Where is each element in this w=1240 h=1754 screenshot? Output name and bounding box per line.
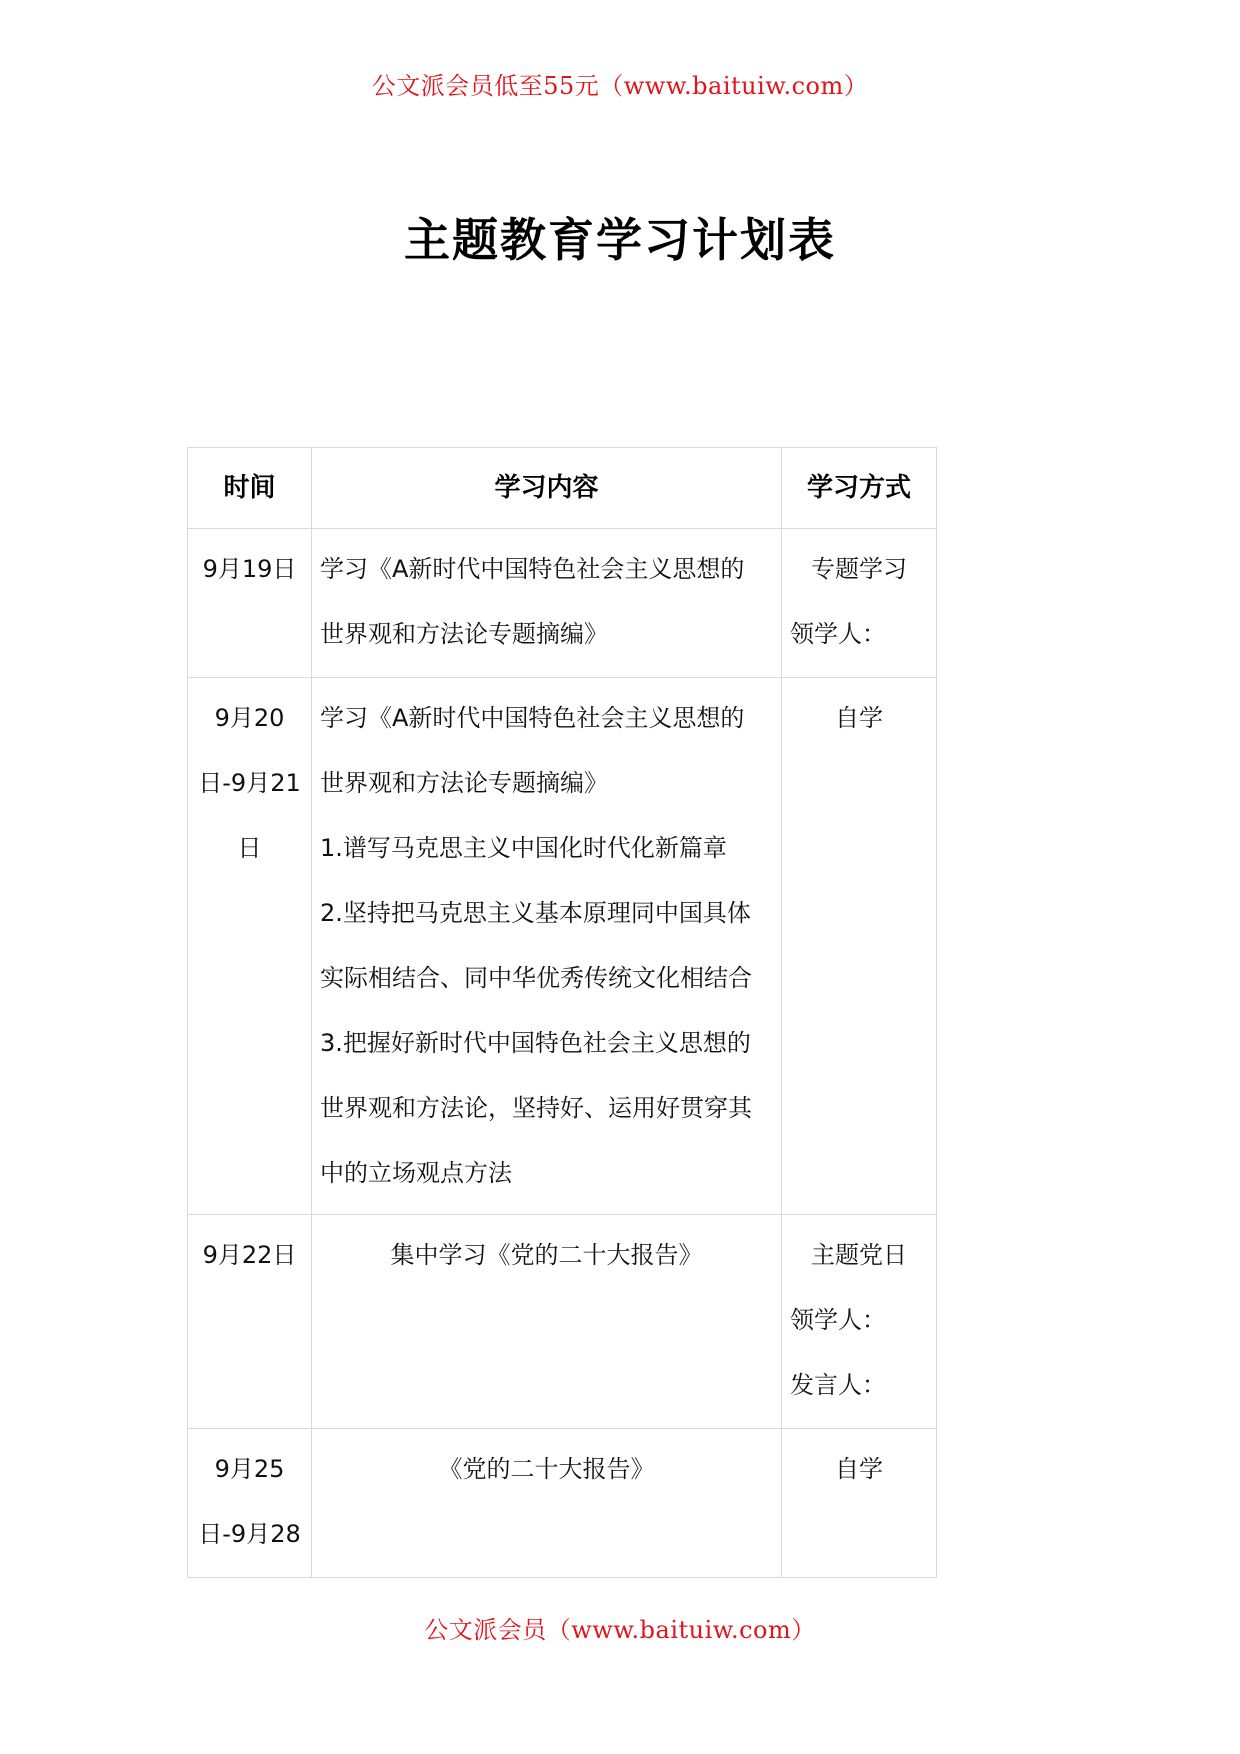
- method-line: 专题学习: [811, 555, 907, 583]
- time-cell: [188, 678, 312, 1215]
- method-cell: [782, 1215, 937, 1429]
- table-row: [188, 678, 937, 1215]
- content-line: 《党的二十大报告》: [438, 1455, 655, 1483]
- time-line: 日-9月28: [198, 1520, 301, 1548]
- content-line: 集中学习《党的二十大报告》: [390, 1241, 703, 1269]
- header-method: 学习方式: [782, 448, 937, 529]
- footer-watermark: 公文派会员（www.baituiw.com）: [424, 1616, 816, 1644]
- time-cell: [188, 1429, 312, 1578]
- content-line: 学习《A新时代中国特色社会主义思想的: [320, 704, 745, 732]
- method-line: 自学: [835, 704, 883, 732]
- method-cell: [782, 678, 937, 1215]
- content-line: 2.坚持把马克思主义基本原理同中国具体: [320, 899, 751, 927]
- table-row: [188, 1215, 937, 1429]
- time-line: 日: [237, 834, 262, 862]
- table-header-row: [188, 448, 937, 529]
- time-line: 9月20: [214, 704, 285, 732]
- time-line: 9月22日: [202, 1241, 297, 1269]
- method-line: 自学: [835, 1455, 883, 1483]
- content-cell: [312, 1215, 782, 1429]
- header-content: 学习内容: [312, 448, 782, 529]
- method-line: 主题党日: [811, 1241, 907, 1269]
- time-line: 9月19日: [202, 555, 297, 583]
- method-cell: [782, 1429, 937, 1578]
- method-line: 领学人：: [790, 620, 886, 648]
- method-line: 发言人：: [790, 1371, 886, 1399]
- content-line: 世界观和方法论专题摘编》: [320, 769, 608, 797]
- content-line: 实际相结合、同中华优秀传统文化相结合: [320, 964, 752, 992]
- study-plan-table: [187, 447, 937, 1578]
- content-line: 3.把握好新时代中国特色社会主义思想的: [320, 1029, 751, 1057]
- content-line: 世界观和方法论，坚持好、运用好贯穿其: [320, 1094, 752, 1122]
- table-row: [188, 529, 937, 678]
- header-watermark: 公文派会员低至55元（www.baituiw.com）: [371, 72, 869, 100]
- time-line: 9月25: [214, 1455, 285, 1483]
- method-cell: [782, 529, 937, 678]
- content-line: 1.谱写马克思主义中国化时代化新篇章: [320, 834, 727, 862]
- method-line: 领学人：: [790, 1306, 886, 1334]
- time-line: 日-9月21: [198, 769, 301, 797]
- table-row: [188, 1429, 937, 1578]
- content-cell: [312, 1429, 782, 1578]
- content-line: 中的立场观点方法: [320, 1159, 512, 1187]
- time-cell: [188, 1215, 312, 1429]
- content-line: 世界观和方法论专题摘编》: [320, 620, 608, 648]
- header-time: 时间: [188, 448, 312, 529]
- page-title: 主题教育学习计划表: [404, 213, 836, 267]
- time-cell: [188, 529, 312, 678]
- content-cell: [312, 529, 782, 678]
- content-cell: [312, 678, 782, 1215]
- content-line: 学习《A新时代中国特色社会主义思想的: [320, 555, 745, 583]
